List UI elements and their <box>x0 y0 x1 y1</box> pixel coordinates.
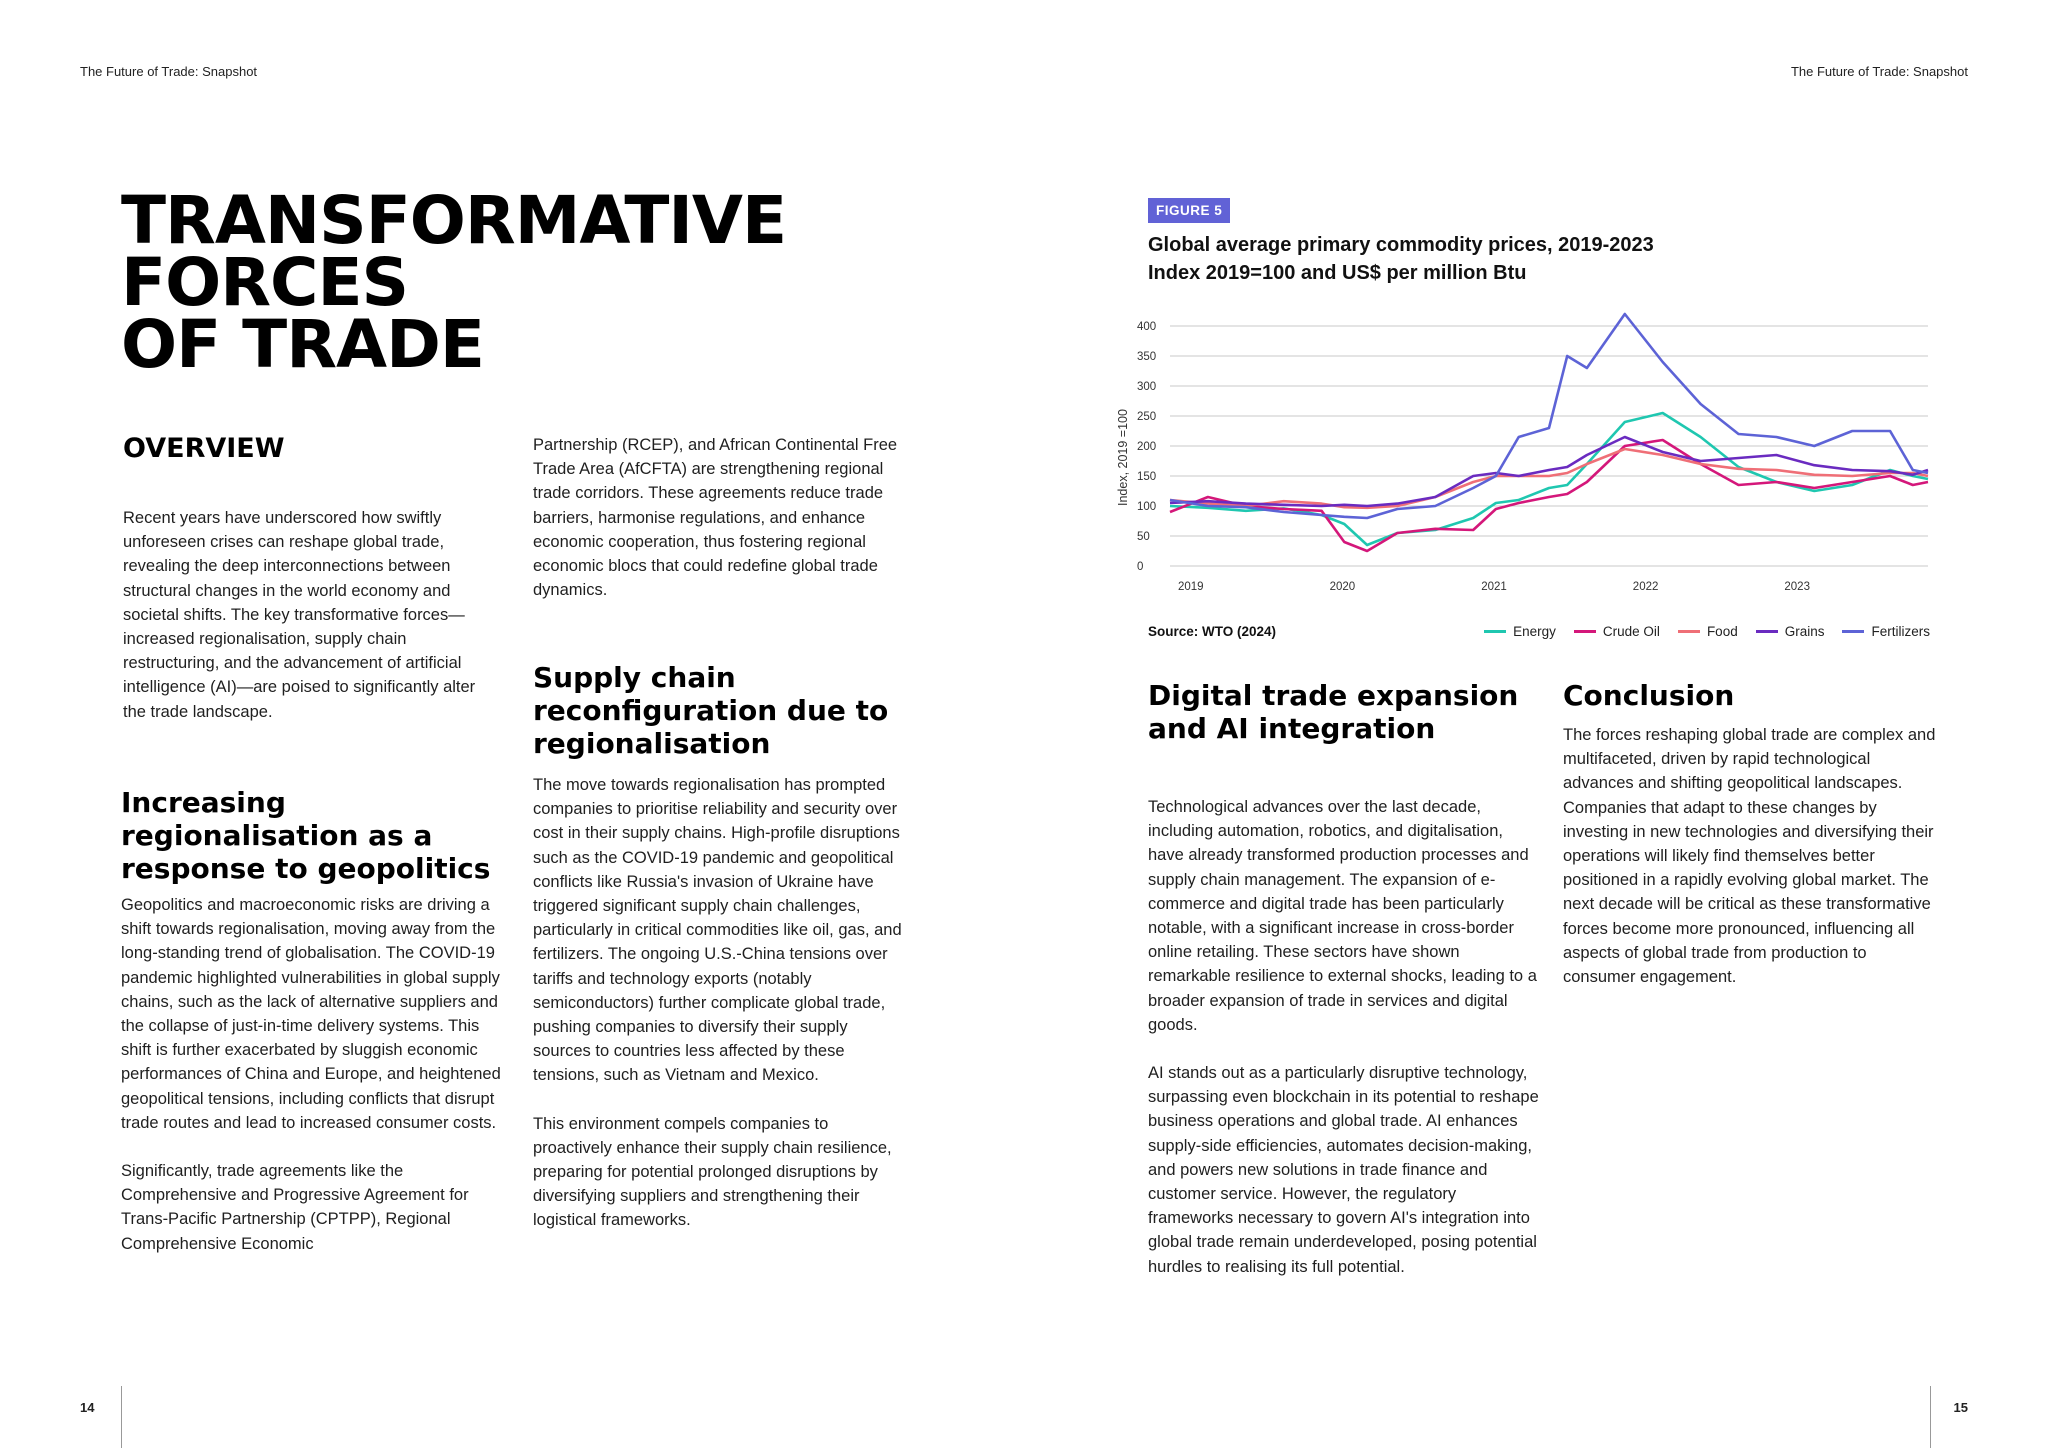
y-tick-label: 350 <box>1137 351 1157 363</box>
digital-text <box>1148 795 1543 1303</box>
page-number-right: 15 <box>1953 1400 1968 1415</box>
page-title <box>121 182 787 383</box>
regionalisation-paragraph-3: Partnership (RCEP), and African Continental Free Trade Area (AfCFTA) are strengthening regional trade corridors. These agreements reduce trade barriers, harmonise regulations, and enhance economic cooperation, thus fostering regional economic blocs that could redefine global trade dynamics. <box>533 436 898 600</box>
digital-paragraph-1: Technological advances over the last decade, including automation, robotics, and digitalisation, have already transformed production processes and supply chain management. The expansion of e-commerce and digital trade has been particularly notable, with a significant increase in cross-border online retailing. These sectors have shown remarkable resilience to external shocks, leading to a broader expansion of trade in services and digital goods. <box>1148 798 1537 1034</box>
legend-swatch <box>1484 630 1506 633</box>
regionalisation-paragraph-2: Significantly, trade agreements like the Comprehensive and Progressive Agreement for Trans-Pacific Partnership (CPTPP), Regional Comprehensive Economic <box>121 1162 469 1253</box>
legend-item <box>1756 624 1825 639</box>
x-tick-label: 2021 <box>1481 581 1507 593</box>
legend-swatch <box>1756 630 1778 633</box>
regionalisation-continued <box>533 433 905 626</box>
title-line-2: FORCES <box>121 244 409 321</box>
conclusion-paragraph: The forces reshaping global trade are complex and multifaceted, driven by rapid technological advances and shifting geopolitical landscapes. Companies that adapt to these changes by investing in new technologies and diversifying their operations will likely find themselves better positioned in a rapidly evolving global market. The next decade will be critical as these transformative forces become more pronounced, influencing all aspects of global trade from production to consumer engagement. <box>1563 726 1936 987</box>
y-tick-label: 100 <box>1137 501 1157 513</box>
y-tick-label: 250 <box>1137 411 1157 423</box>
legend-item <box>1842 624 1930 639</box>
legend-swatch <box>1574 630 1596 633</box>
overview-heading: OVERVIEW <box>123 433 285 464</box>
x-tick-label: 2022 <box>1632 581 1659 593</box>
figure-title <box>1148 231 1848 287</box>
x-tick-label: 2019 <box>1178 581 1204 593</box>
chart-legend <box>1484 624 1930 639</box>
legend-item <box>1678 624 1738 639</box>
figure-title-line-2: Index 2019=100 and US$ per million Btu <box>1148 262 1527 284</box>
commodity-price-chart <box>1110 300 1940 605</box>
supply-chain-paragraph-2: This environment compels companies to proactively enhance their supply chain resilience, preparing for potential prolonged disruptions by diversifying suppliers and strengthening their logistical frameworks. <box>533 1114 892 1230</box>
title-line-1: TRANSFORMATIVE <box>121 182 787 259</box>
running-title-left: The Future of Trade: Snapshot <box>80 64 258 79</box>
legend-label: Crude Oil <box>1602 624 1660 639</box>
legend-label: Energy <box>1513 624 1556 639</box>
x-tick-label: 2023 <box>1784 581 1810 593</box>
figure-tag: FIGURE 5 <box>1148 198 1230 223</box>
regionalisation-text <box>121 893 503 1280</box>
legend-label: Grains <box>1784 624 1825 639</box>
y-tick-label: 50 <box>1137 531 1150 543</box>
series-line-food <box>1170 449 1928 508</box>
y-tick-label: 400 <box>1137 321 1157 333</box>
legend-item <box>1484 624 1556 639</box>
series-line-grains <box>1170 437 1928 506</box>
figure-title-line-1: Global average primary commodity prices, 2019-2023 <box>1148 234 1654 256</box>
digital-paragraph-2: AI stands out as a particularly disruptive technology, surpassing even blockchain in its potential to reshape business operations and global trade. AI enhances supply-side efficiencies, automates decision-making, and powers new solutions in trade finance and customer service. However, the regulatory frameworks necessary to govern AI's integration into global trade remain underdeveloped, posing potential hurdles to realising its full potential. <box>1148 1064 1539 1276</box>
y-tick-label: 150 <box>1137 471 1157 483</box>
title-line-3: OF TRADE <box>121 306 484 383</box>
overview-text <box>123 506 493 748</box>
legend-item <box>1574 624 1660 639</box>
supply-chain-heading: Supply chain reconfiguration due to regionalisation <box>533 661 889 760</box>
overview-paragraph: Recent years have underscored how swiftly unforeseen crises can reshape global trade, revealing the deep interconnections between structural changes in the world economy and societal shifts. The key transformative forces—increased regionalisation, supply chain restructuring, and the advancement of artificial intelligence (AI)—are poised to significantly alter the trade landscape. <box>123 509 476 721</box>
conclusion-text <box>1563 723 1938 1013</box>
series-line-crude-oil <box>1170 440 1928 551</box>
footer-rule-right <box>1930 1386 1931 1448</box>
legend-label: Food <box>1706 624 1738 639</box>
y-axis-label: Index, 2019 =100 <box>1116 409 1130 506</box>
digital-heading: Digital trade expansion and AI integration <box>1148 679 1519 745</box>
footer-rule-left <box>121 1386 122 1448</box>
supply-chain-text <box>533 773 908 1257</box>
y-tick-label: 200 <box>1137 441 1157 453</box>
legend-swatch <box>1678 630 1700 633</box>
regionalisation-paragraph-1: Geopolitics and macroeconomic risks are driving a shift towards regionalisation, moving away from the long-standing trend of globalisation. The COVID-19 pandemic highlighted vulnerabilities in global supply chains, such as the lack of alternative suppliers and the collapse of just-in-time delivery systems. This shift is further exacerbated by sluggish economic performances of China and Europe, and heightened geopolitical tensions, including conflicts that disrupt trade routes and lead to increased consumer costs. <box>121 896 501 1132</box>
y-tick-label: 300 <box>1137 381 1157 393</box>
regionalisation-heading: Increasing regionalisation as a response to geopolitics <box>121 786 491 885</box>
figure-source: Source: WTO (2024) <box>1148 624 1277 639</box>
page-number-left: 14 <box>80 1400 95 1415</box>
x-tick-label: 2020 <box>1329 581 1356 593</box>
running-title-right: The Future of Trade: Snapshot <box>1790 64 1968 79</box>
conclusion-heading: Conclusion <box>1563 679 1735 712</box>
supply-chain-paragraph-1: The move towards regionalisation has prompted companies to prioritise reliability and security over cost in their supply chains. High-profile disruptions such as the COVID-19 pandemic and geopolitical conflicts like Russia's invasion of Ukraine have triggered significant supply chain challenges, particularly in critical commodities like oil, gas, and fertilizers. The ongoing U.S.-China tensions over tariffs and technology exports (notably semiconductors) further complicate global trade, pushing companies to diversify their supply sources to countries less affected by these tensions, such as Vietnam and Mexico. <box>533 776 902 1085</box>
series-line-energy <box>1170 413 1928 545</box>
legend-label: Fertilizers <box>1871 624 1930 639</box>
legend-swatch <box>1842 630 1864 633</box>
y-tick-label: 0 <box>1137 561 1144 573</box>
